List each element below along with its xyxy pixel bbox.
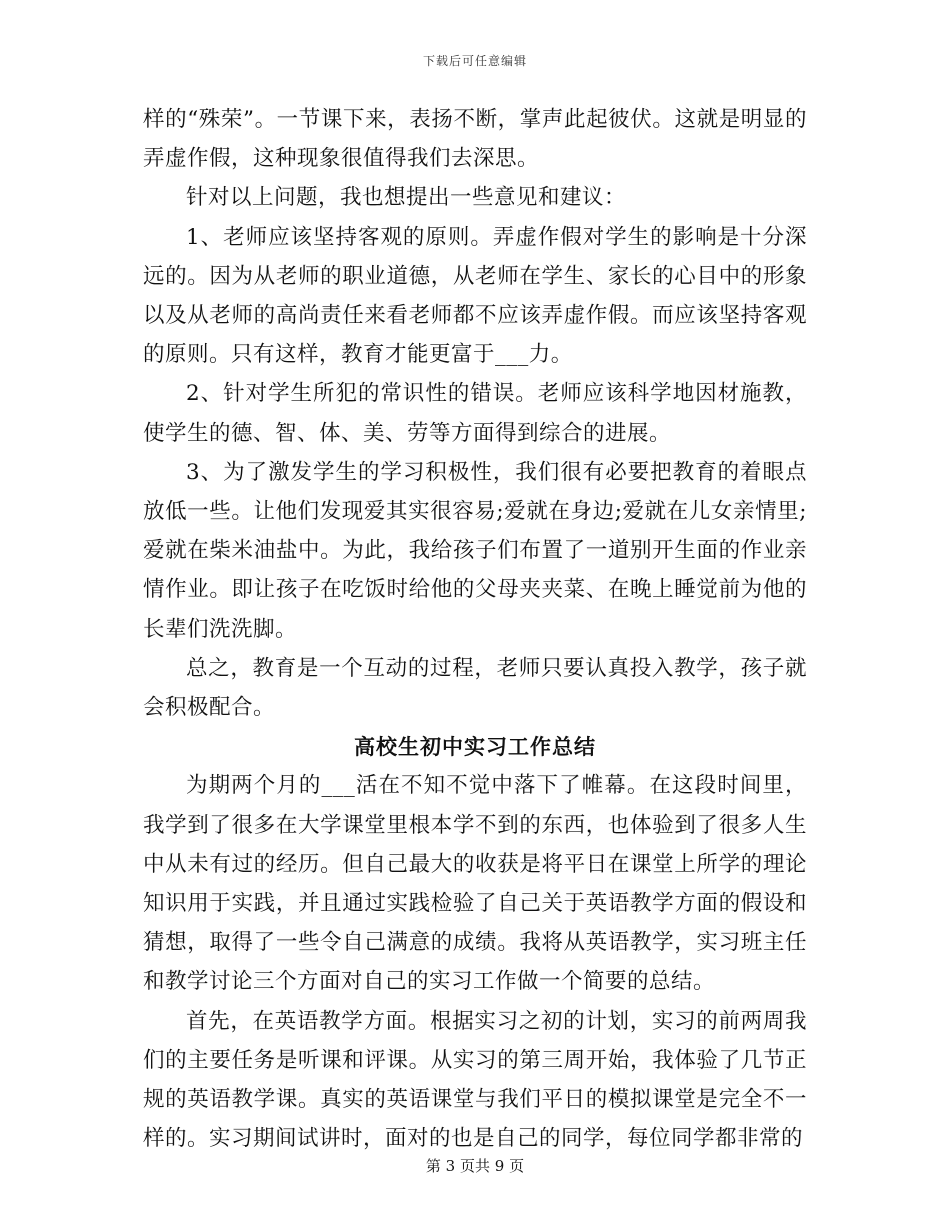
document-body <box>143 100 807 1158</box>
paragraph-intro-suggestions: 针对以上问题，我也想提出一些意见和建议： <box>186 185 627 211</box>
header-note: 下载后可任意编辑 <box>422 54 527 68</box>
paragraph-summary-intro: 为期两个月的___活在不知不觉中落下了帷幕。在这段时间里，我学到了很多在大学课堂里根本学不到的东西，也体验到了很多人生中从未有过的经历。但自己最大的收获是将平日在课堂上所学的理论知识用于实践，并且通过实践检验了自己关于英语教学方面的假设和猜想，取得了一些令自己满意的成绩。我将从英语教学，实习班主任和教学讨论三个方面对自己的实习工作做一个简要的总结。 <box>143 773 807 995</box>
paragraph-conclusion: 总之，教育是一个互动的过程，老师只要认真投入教学，孩子就会积极配合。 <box>143 655 807 721</box>
paragraph-suggestion-2: 2、针对学生所犯的常识性的错误。老师应该科学地因材施教，使学生的德、智、体、美、劳等方面得到综合的进展。 <box>143 381 807 446</box>
paragraph-english-teaching: 首先，在英语教学方面。根据实习之初的计划，实习的前两周我们的主要任务是听课和评课。从实习的第三周开始，我体验了几节正规的英语教学课。真实的英语课堂与我们平日的模拟课堂是完全不一样的。实习期间试讲时，面对的也是自己的同学，每位同学都非常的 <box>143 1008 807 1152</box>
page-number: 第 3 页共 9 页 <box>425 1157 525 1175</box>
paragraph-suggestion-3: 3、为了激发学生的学习积极性，我们很有必要把教育的着眼点放低一些。让他们发现爱其实很容易;爱就在身边;爱就在儿女亲情里;爱就在柴米油盐中。为此，我给孩子们布置了一道别开生面的作业亲情作业。即让孩子在吃饭时给他的父母夹夹菜、在晚上睡觉前为他的长辈们洗洗脚。 <box>143 459 807 642</box>
paragraph-suggestion-1: 1、老师应该坚持客观的原则。弄虚作假对学生的影响是十分深远的。因为从老师的职业道德，从老师在学生、家长的心目中的形象以及从老师的高尚责任来看老师都不应该弄虚作假。而应该坚持客观的原则。只有这样，教育才能更富于___力。 <box>143 224 807 368</box>
paragraph-continuation: 样的“殊荣”。一节课下来，表扬不断，掌声此起彼伏。这就是明显的弄虚作假，这种现象很值得我们去深思。 <box>143 107 807 172</box>
section-title: 高校生初中实习工作总结 <box>354 734 596 760</box>
